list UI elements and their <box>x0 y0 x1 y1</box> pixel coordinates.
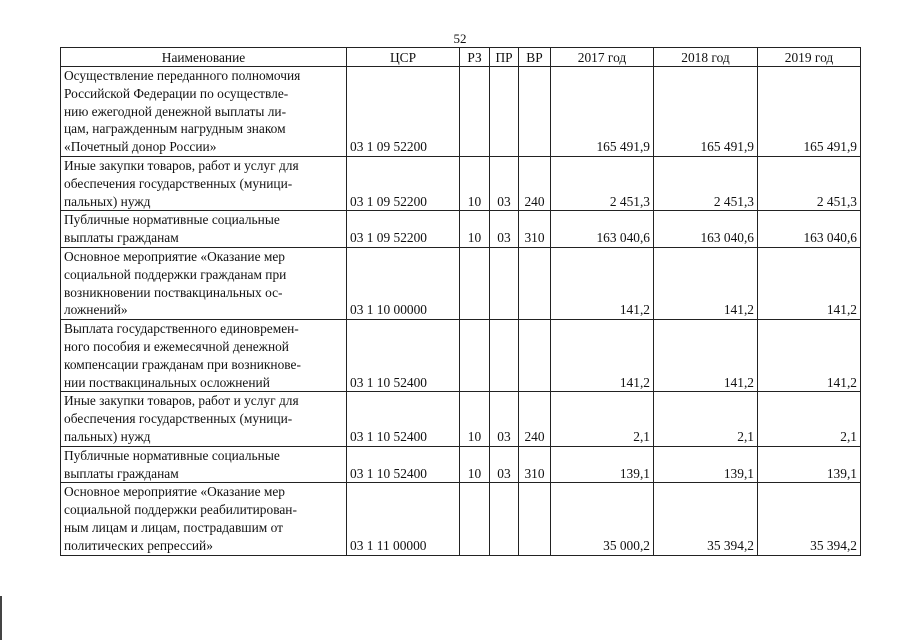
row-name-line: нии поствакцинальных осложнений <box>64 374 270 390</box>
row-name-line: обеспечения государственных (муници- <box>64 411 293 427</box>
row-rz <box>460 247 490 319</box>
header-rz: РЗ <box>460 48 490 67</box>
row-csr: 03 1 11 00000 <box>347 483 460 555</box>
budget-table <box>60 47 861 556</box>
row-name-line: возникновении поствакцинальных ос- <box>64 284 283 300</box>
row-csr: 03 1 10 52400 <box>347 392 460 446</box>
row-name-line: Публичные нормативные социальные <box>64 447 280 463</box>
row-pr <box>490 247 519 319</box>
header-2018: 2018 год <box>654 48 758 67</box>
row-name-line: Иные закупки товаров, работ и услуг для <box>64 157 299 173</box>
row-csr: 03 1 09 52200 <box>347 156 460 210</box>
row-rz: 10 <box>460 392 490 446</box>
row-value-2019: 165 491,9 <box>758 67 861 157</box>
row-name-line: Осуществление переданного полномочия <box>64 68 301 83</box>
row-value-2019: 35 394,2 <box>758 483 861 555</box>
row-name-line: обеспечения государственных (муници- <box>64 175 293 191</box>
row-csr: 03 1 10 00000 <box>347 247 460 319</box>
row-value-2017: 163 040,6 <box>551 211 654 248</box>
row-name-line: ным лицам и лицам, пострадавшим от <box>64 519 283 535</box>
header-2019: 2019 год <box>758 48 861 67</box>
row-value-2017: 141,2 <box>551 320 654 392</box>
row-value-2017: 139,1 <box>551 446 654 483</box>
header-name: Наименование <box>61 48 347 67</box>
row-name-line: компенсации гражданам при возникнове- <box>64 356 301 372</box>
header-2017: 2017 год <box>551 48 654 67</box>
row-value-2017: 2 451,3 <box>551 156 654 210</box>
row-name-line: пальных) нужд <box>64 428 151 444</box>
row-value-2019: 163 040,6 <box>758 211 861 248</box>
row-name <box>61 392 347 446</box>
table-row <box>61 446 861 483</box>
row-value-2018: 165 491,9 <box>654 67 758 157</box>
row-name-line: Основное мероприятие «Оказание мер <box>64 484 285 500</box>
row-rz: 10 <box>460 156 490 210</box>
table-row <box>61 211 861 248</box>
row-name <box>61 211 347 248</box>
row-value-2018: 141,2 <box>654 320 758 392</box>
row-name-line: Основное мероприятие «Оказание мер <box>64 248 285 264</box>
row-vr <box>519 247 551 319</box>
row-value-2018: 35 394,2 <box>654 483 758 555</box>
row-value-2019: 141,2 <box>758 320 861 392</box>
row-pr: 03 <box>490 392 519 446</box>
row-name-line: Иные закупки товаров, работ и услуг для <box>64 393 299 409</box>
page-number: 52 <box>453 31 467 46</box>
row-name-line: Российской Федерации по осуществле- <box>64 85 289 101</box>
row-value-2019: 2,1 <box>758 392 861 446</box>
row-vr: 310 <box>519 211 551 248</box>
row-csr: 03 1 09 52200 <box>347 211 460 248</box>
row-rz: 10 <box>460 446 490 483</box>
row-name-line: ного пособия и ежемесячной денежной <box>64 338 289 354</box>
row-name <box>61 446 347 483</box>
row-value-2018: 139,1 <box>654 446 758 483</box>
row-name-line: политических репрессий» <box>64 537 213 553</box>
row-rz <box>460 67 490 157</box>
row-csr: 03 1 09 52200 <box>347 67 460 157</box>
row-vr <box>519 67 551 157</box>
row-name-line: выплаты гражданам <box>64 230 179 246</box>
row-name-line: пальных) нужд <box>64 193 151 209</box>
row-csr: 03 1 10 52400 <box>347 446 460 483</box>
row-name <box>61 67 347 157</box>
table-row <box>61 483 861 555</box>
row-value-2018: 2 451,3 <box>654 156 758 210</box>
table-row <box>61 67 861 157</box>
row-pr <box>490 67 519 157</box>
row-name-line: нию ежегодной денежной выплаты ли- <box>64 103 287 119</box>
row-value-2019: 2 451,3 <box>758 156 861 210</box>
row-name-line: Выплата государственного единовремен- <box>64 321 299 337</box>
row-value-2017: 165 491,9 <box>551 67 654 157</box>
row-value-2019: 141,2 <box>758 247 861 319</box>
row-name <box>61 320 347 392</box>
row-pr <box>490 483 519 555</box>
row-pr <box>490 320 519 392</box>
row-value-2017: 141,2 <box>551 247 654 319</box>
row-pr: 03 <box>490 446 519 483</box>
row-rz <box>460 320 490 392</box>
row-vr <box>519 320 551 392</box>
table-row <box>61 392 861 446</box>
row-name-line: ложнений» <box>64 302 128 318</box>
scan-edge-mark <box>0 596 2 640</box>
table-row <box>61 320 861 392</box>
header-pr: ПР <box>490 48 519 67</box>
row-name-line: «Почетный донор России» <box>64 139 217 155</box>
row-rz: 10 <box>460 211 490 248</box>
row-value-2017: 2,1 <box>551 392 654 446</box>
row-name-line: Публичные нормативные социальные <box>64 212 280 228</box>
row-vr: 240 <box>519 156 551 210</box>
row-pr: 03 <box>490 156 519 210</box>
table-row <box>61 247 861 319</box>
row-name-line: выплаты гражданам <box>64 465 179 481</box>
row-value-2017: 35 000,2 <box>551 483 654 555</box>
row-name-line: социальной поддержки гражданам при <box>64 266 287 282</box>
table-body <box>61 67 861 556</box>
header-csr: ЦСР <box>347 48 460 67</box>
row-vr <box>519 483 551 555</box>
row-vr: 310 <box>519 446 551 483</box>
row-csr: 03 1 10 52400 <box>347 320 460 392</box>
row-vr: 240 <box>519 392 551 446</box>
row-name-line: цам, награжденным нагрудным знаком <box>64 121 286 137</box>
table-row <box>61 156 861 210</box>
row-pr: 03 <box>490 211 519 248</box>
row-value-2018: 141,2 <box>654 247 758 319</box>
header-row <box>61 48 861 67</box>
row-name <box>61 483 347 555</box>
header-vr: ВР <box>519 48 551 67</box>
row-value-2018: 163 040,6 <box>654 211 758 248</box>
row-value-2019: 139,1 <box>758 446 861 483</box>
row-name <box>61 247 347 319</box>
row-name-line: социальной поддержки реабилитирован- <box>64 502 297 518</box>
row-rz <box>460 483 490 555</box>
row-value-2018: 2,1 <box>654 392 758 446</box>
row-name <box>61 156 347 210</box>
